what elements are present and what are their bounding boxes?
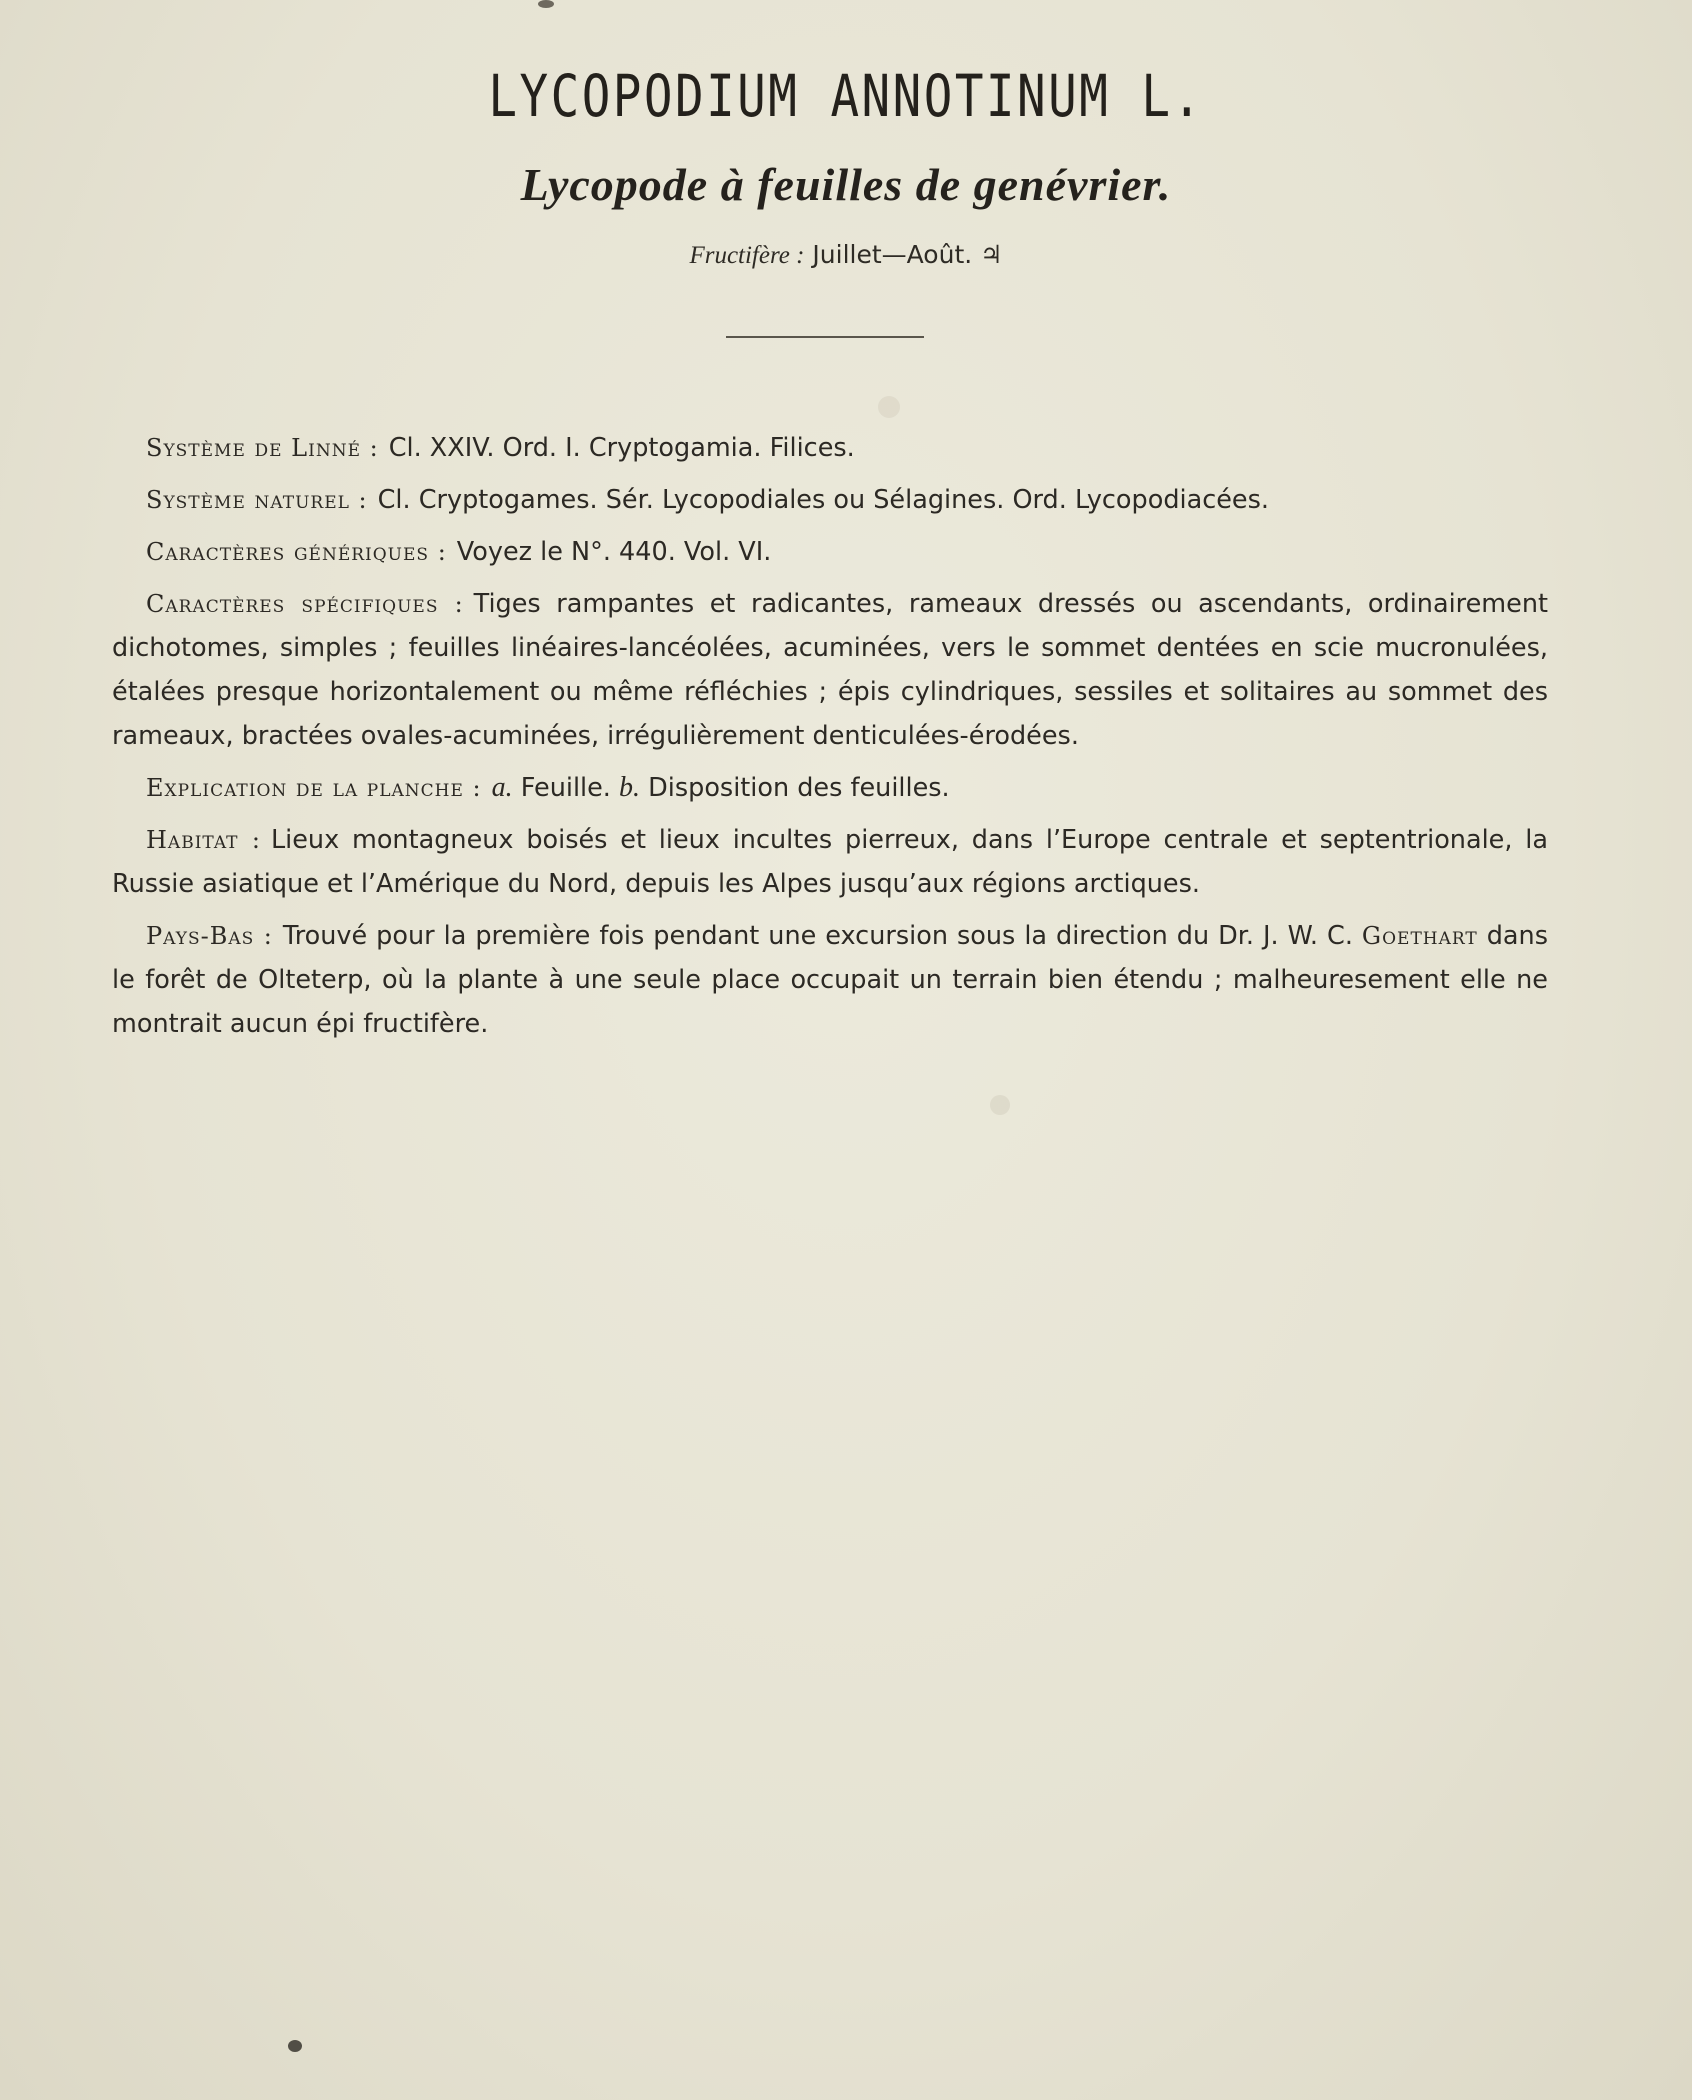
section-text: Lieux montagneux boisés et lieux incultes pierreux, dans l’Europe centrale et septentrionale, la Russie asiatique et l’Amérique du Nord, depuis les Alpes jusqu’aux régions arctiques. <box>112 825 1548 899</box>
section-plate-explanation <box>112 766 1548 810</box>
section-linne <box>112 426 1548 470</box>
section-heading: Système de Linné : <box>146 434 379 462</box>
section-text: Cl. XXIV. Ord. I. Cryptogamia. Filices. <box>388 433 855 463</box>
plate-text-a: Feuille. <box>520 773 611 803</box>
section-heading: Pays-Bas : <box>146 922 273 950</box>
plate-label-b: b. <box>619 772 641 803</box>
plate-label-a: a. <box>491 772 513 803</box>
fructification-value: Juillet—Août. ♃ <box>812 240 1003 269</box>
description-body <box>112 426 1548 1054</box>
section-text: Cl. Cryptogames. Sér. Lycopodiales ou Sélagines. Ord. Lycopodiacées. <box>377 485 1270 515</box>
section-heading: Système naturel : <box>146 486 368 514</box>
section-natural-system <box>112 478 1548 522</box>
section-habitat <box>112 818 1548 906</box>
title-divider <box>726 336 924 338</box>
paper-speck <box>878 396 900 418</box>
section-heading: Habitat : <box>146 826 261 854</box>
section-generic-characters <box>112 530 1548 574</box>
section-heading: Caractères spécifiques : <box>146 590 464 618</box>
section-text-before: Trouvé pour la première fois pendant une excursion sous la direction du Dr. J. W. C. <box>282 921 1353 951</box>
paper-speck <box>288 2040 302 2052</box>
paper-speck <box>990 1095 1010 1115</box>
person-name: Goethart <box>1361 922 1478 950</box>
section-text-after: dans le forêt de Olteterp, où la plante à une seule place occupait un terrain bien étendu ; malheuresement elle ne montrait aucun épi fructifère. <box>112 921 1548 1039</box>
page-title: LYCOPODIUM ANNOTINUM L. <box>488 62 1204 130</box>
fructification-line <box>0 240 1692 270</box>
section-netherlands <box>112 914 1548 1046</box>
section-text: Voyez le N°. 440. Vol. VI. <box>456 537 772 567</box>
page-subtitle: Lycopode à feuilles de genévrier. <box>520 159 1172 210</box>
plate-text-b: Disposition des feuilles. <box>648 773 950 803</box>
section-heading: Explication de la planche : <box>146 774 482 802</box>
paper-speck <box>538 0 554 8</box>
fructification-label: Fructifère : <box>689 242 805 269</box>
section-heading: Caractères génériques : <box>146 538 447 566</box>
section-text: Tiges rampantes et radicantes, rameaux dressés ou ascendants, ordinairement dichotomes, simples ; feuilles linéaires-lancéolées, acuminées, vers le sommet dentées en scie mucronulées, étalées presque horizontalement ou même réfléchies ; épis cylindriques, sessiles et solitaires au sommet des rameaux, bractées ovales-acuminées, irrégulièrement denticulées-érodées. <box>112 589 1548 751</box>
section-specific-characters <box>112 582 1548 758</box>
